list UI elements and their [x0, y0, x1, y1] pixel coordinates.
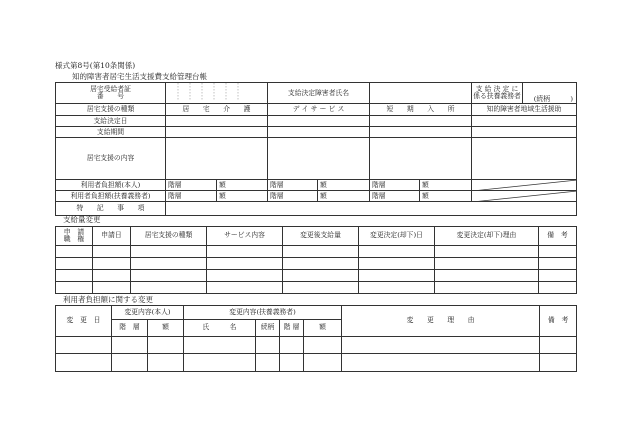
burden-header-row-1	[56, 306, 577, 320]
col-community-support: 知的障害者地域生活援助	[472, 104, 577, 116]
table-row[interactable]	[56, 282, 577, 294]
period-community[interactable]	[472, 127, 577, 138]
burden-guardian-amount-1[interactable]: 額	[217, 191, 268, 202]
relation-field[interactable]: (続柄 )	[523, 83, 577, 104]
form-number: 様式第8号(第10条関係)	[55, 61, 136, 70]
content-short-stay[interactable]	[370, 138, 472, 180]
burden-self-label: 利用者負担額(本人)	[56, 180, 166, 191]
table-row[interactable]	[56, 246, 577, 258]
apply-date-header: 申請日	[93, 227, 131, 246]
guardian-tier-header: 階 層	[280, 320, 304, 337]
recipient-number-label: 居宅受給者証 番 号	[56, 83, 166, 104]
content-day-service[interactable]	[268, 138, 370, 180]
notes-label: 特 記 事 項	[56, 202, 166, 216]
service-kind-label: 居宅支援の種類	[56, 104, 166, 116]
recipient-row	[56, 83, 577, 104]
burden-change-table	[55, 305, 577, 372]
recipient-number-field[interactable]	[166, 83, 268, 104]
burden-self-tier-3[interactable]: 階層	[370, 180, 420, 191]
period-short-stay[interactable]	[370, 127, 472, 138]
decided-person-label: 支給決定障害者氏名	[268, 83, 370, 104]
burden-guardian-tier-2[interactable]: 階層	[268, 191, 318, 202]
period-home-care[interactable]	[166, 127, 268, 138]
notes-row	[56, 202, 577, 216]
apply-authority-header: 申 請 職 権	[56, 227, 93, 246]
col-short-stay: 短 期 入 所	[370, 104, 472, 116]
change-decision-date-header: 変更決定(却下)日	[359, 227, 435, 246]
burden-notes-header: 備 考	[540, 306, 577, 337]
self-change-header: 変更内容(本人)	[112, 306, 184, 320]
decision-date-day-service[interactable]	[268, 116, 370, 127]
ledger-title: 知的障害者居宅生活支援費支給管理台帳	[72, 72, 207, 81]
self-amount-header: 額	[148, 320, 184, 337]
burden-self-amount-1[interactable]: 額	[217, 180, 268, 191]
guardian-name-header: 氏 名	[184, 320, 256, 337]
burden-self-tier-1[interactable]: 階層	[166, 180, 217, 191]
change-notes-header: 備 考	[539, 227, 577, 246]
period-row	[56, 127, 577, 138]
decision-date-home-care[interactable]	[166, 116, 268, 127]
decision-date-row	[56, 116, 577, 127]
change-section-title: 支給量変更	[63, 215, 101, 224]
changed-amount-header: 変更後支給量	[283, 227, 359, 246]
burden-section-title: 利用者負担額に関する変更	[63, 295, 153, 304]
burden-self-amount-3[interactable]: 額	[420, 180, 472, 191]
content-home-care[interactable]	[166, 138, 268, 180]
reason-header: 変 更 理 由	[342, 306, 540, 337]
guardian-relation-header: 続柄	[256, 320, 280, 337]
burden-guardian-tier-1[interactable]: 階層	[166, 191, 217, 202]
self-tier-header: 階 層	[112, 320, 148, 337]
content-row	[56, 138, 577, 180]
content-label: 居宅支援の内容	[56, 138, 166, 180]
table-row[interactable]	[56, 258, 577, 270]
table-row[interactable]	[56, 337, 577, 354]
decision-date-community[interactable]	[472, 116, 577, 127]
guardian-amount-header: 額	[304, 320, 342, 337]
burden-self-amount-2[interactable]: 額	[318, 180, 370, 191]
service-content-header: サービス内容	[207, 227, 283, 246]
period-label: 支給期間	[56, 127, 166, 138]
guardian-label: 支 給 決 定 に 係る扶養義務者	[472, 83, 523, 104]
ledger-table	[55, 82, 577, 216]
decision-date-label: 支給決定日	[56, 116, 166, 127]
service-kind-row	[56, 104, 577, 116]
decision-date-short-stay[interactable]	[370, 116, 472, 127]
burden-guardian-community-na	[472, 191, 577, 202]
change-decision-reason-header: 変更決定(却下)理由	[435, 227, 539, 246]
notes-field[interactable]	[166, 202, 577, 216]
burden-guardian-amount-2[interactable]: 額	[318, 191, 370, 202]
change-date-header: 変 更 日	[56, 306, 112, 337]
service-kind-header: 居宅支援の種類	[131, 227, 207, 246]
guardian-change-header: 変更内容(扶養義務者)	[184, 306, 342, 320]
col-home-care: 居 宅 介 護	[166, 104, 268, 116]
burden-guardian-tier-3[interactable]: 階層	[370, 191, 420, 202]
recipient-number-boxes	[166, 83, 268, 101]
diagonal-line	[472, 191, 577, 202]
table-row[interactable]	[56, 354, 577, 372]
burden-self-tier-2[interactable]: 階層	[268, 180, 318, 191]
diagonal-line	[472, 180, 577, 191]
burden-self-community-na	[472, 180, 577, 191]
content-community[interactable]	[472, 138, 577, 180]
table-row[interactable]	[56, 270, 577, 282]
burden-guardian-row	[56, 191, 577, 202]
decided-person-name-field[interactable]	[370, 83, 472, 104]
change-table	[55, 226, 577, 294]
burden-guardian-amount-3[interactable]: 額	[420, 191, 472, 202]
burden-guardian-label: 利用者負担額(扶養義務者)	[56, 191, 166, 202]
period-day-service[interactable]	[268, 127, 370, 138]
burden-self-row	[56, 180, 577, 191]
change-header-row	[56, 227, 577, 246]
col-day-service: デ イ サ ー ビ ス	[268, 104, 370, 116]
